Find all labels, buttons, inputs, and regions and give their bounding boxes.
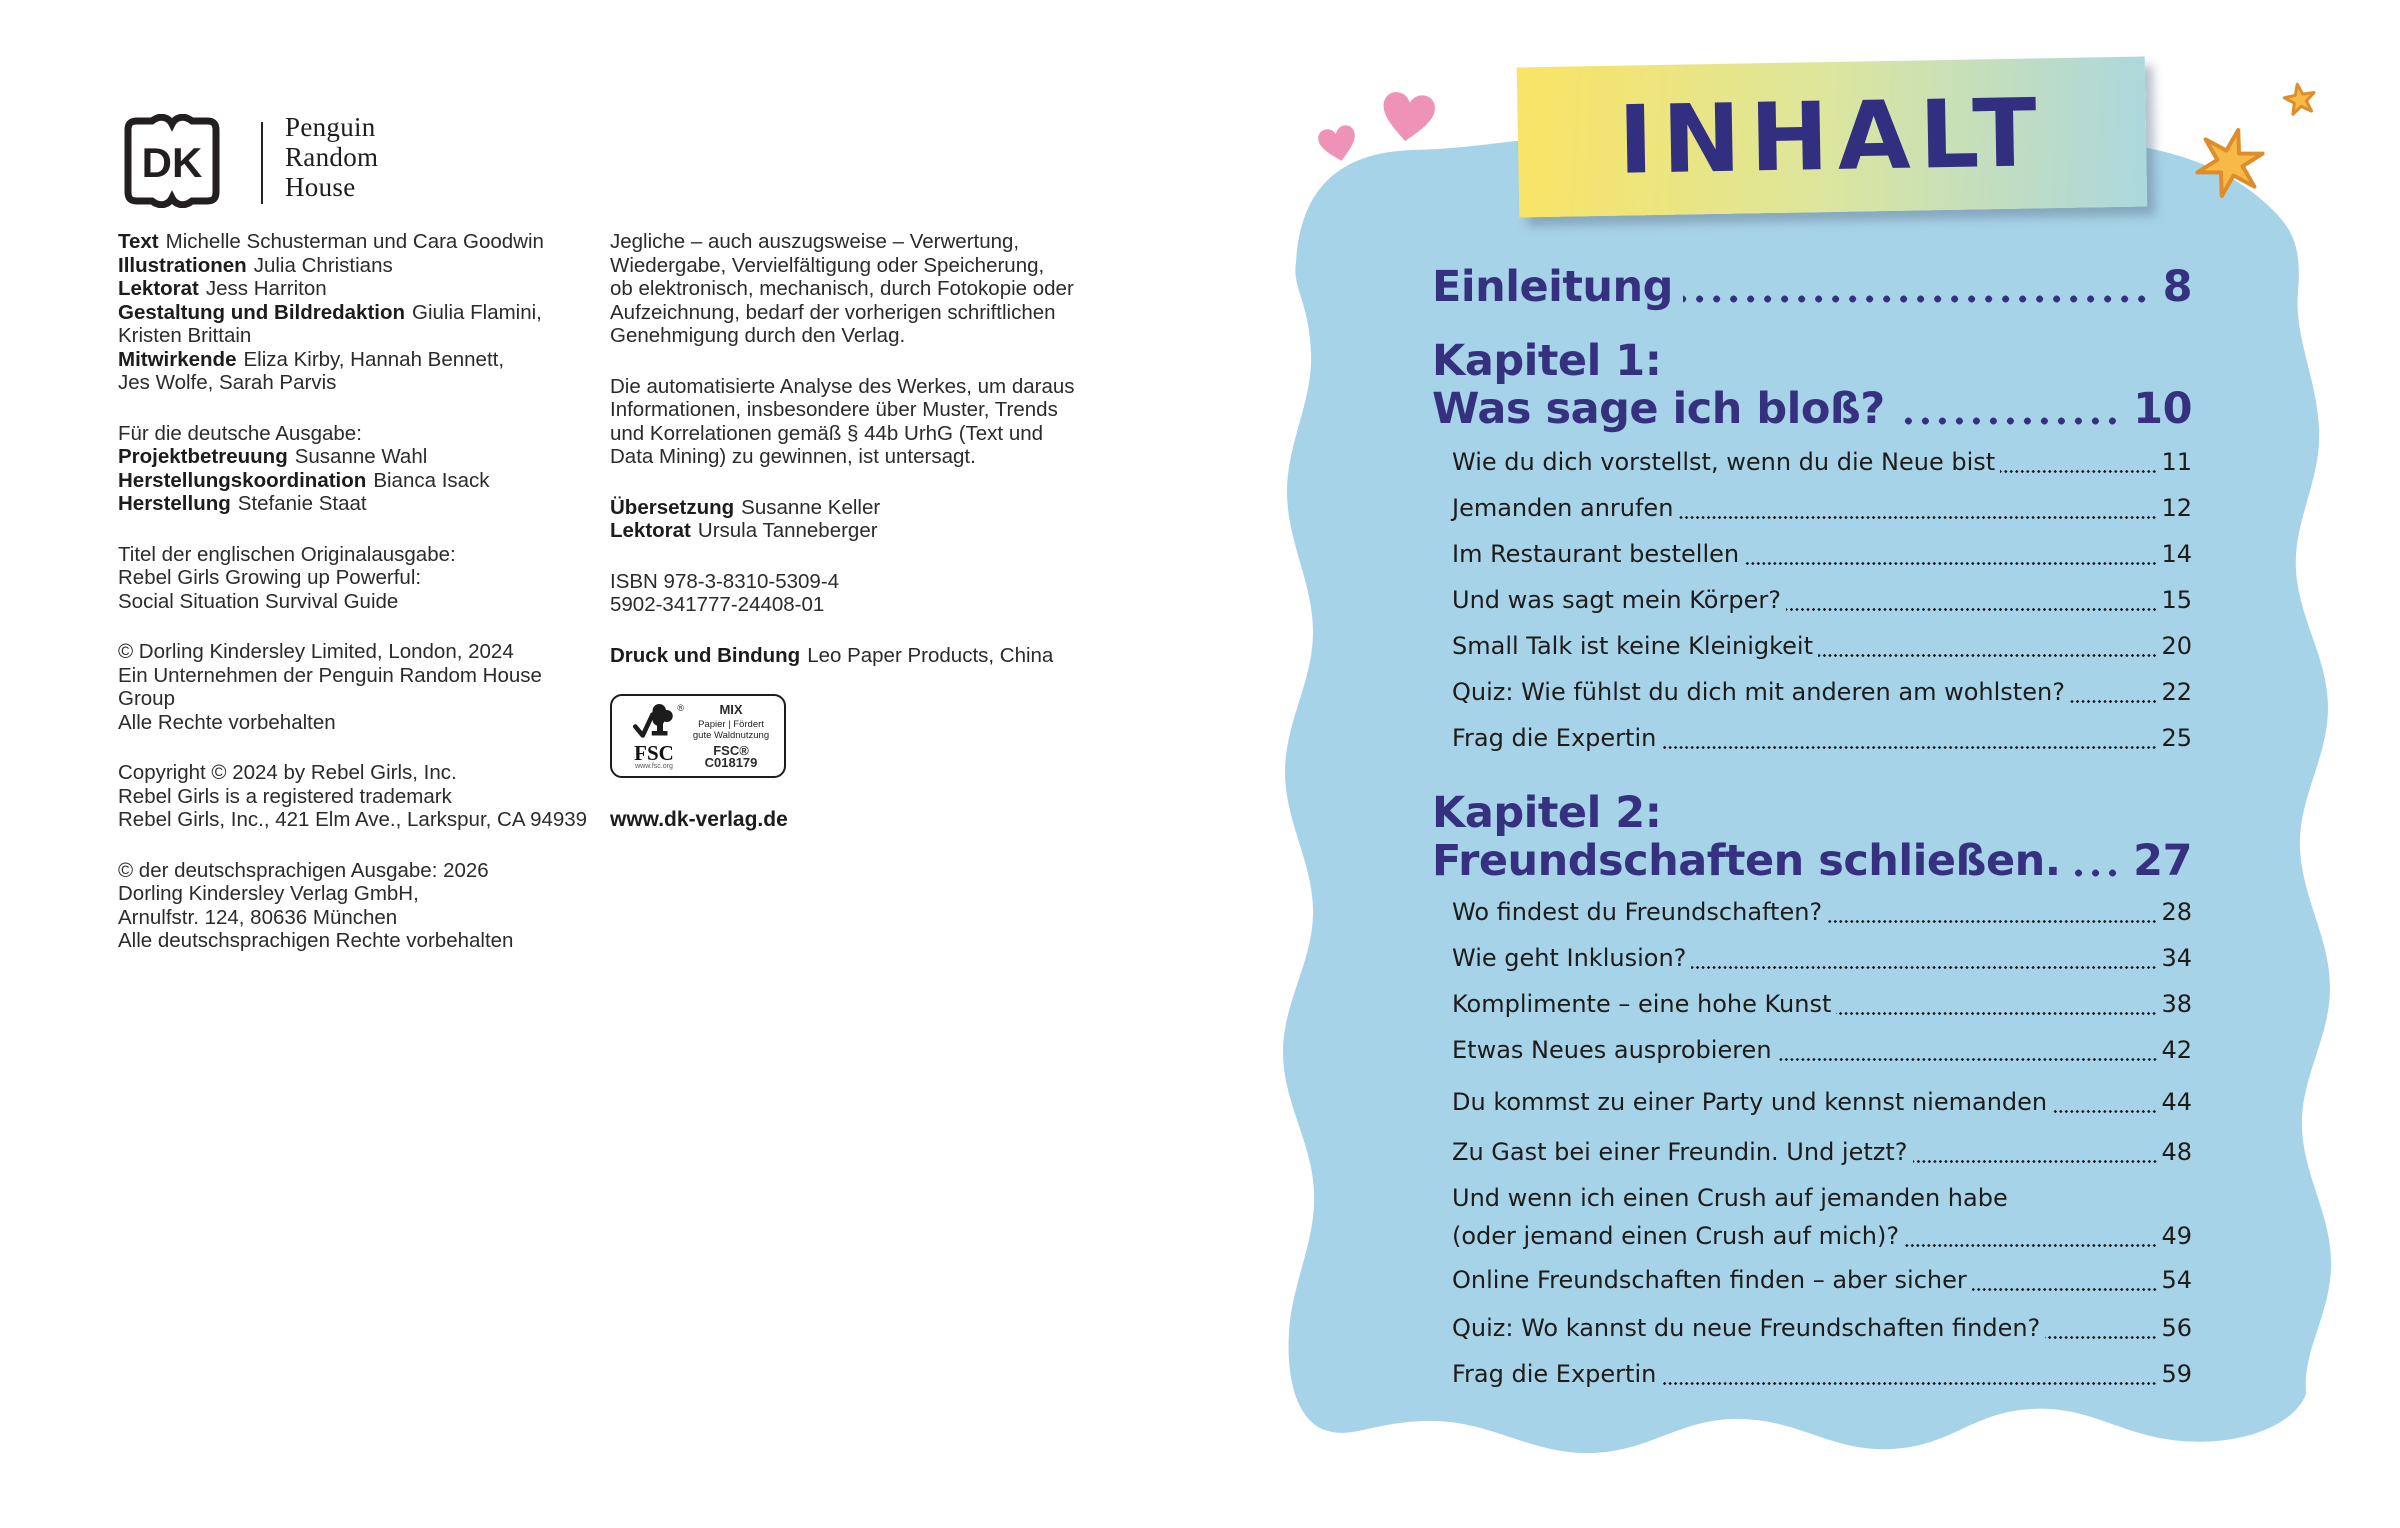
- leader-dots: [1678, 516, 2158, 519]
- contents-title: INHALT: [1617, 78, 2047, 196]
- imprint-text: und Korrelationen gemäß § 44b UrhG (Text und: [610, 421, 1044, 445]
- page-number: 49: [2161, 1222, 2192, 1250]
- imprint-label: Herstellungskoordination: [118, 468, 367, 492]
- imprint-label: Lektorat: [610, 519, 691, 542]
- toc-chapter2-line1: Kapitel 2:: [1432, 788, 1662, 838]
- imprint-line: [118, 324, 610, 348]
- fsc-description: Papier | Fördert: [698, 718, 764, 730]
- imprint-column-left: [118, 230, 610, 980]
- imprint-line: [118, 445, 610, 469]
- leader-dots: [1972, 1288, 2159, 1291]
- usage-rights-paragraph: [610, 230, 1102, 348]
- imprint-line: [118, 882, 610, 906]
- imprint-line: [610, 230, 1102, 254]
- imprint-text: Rebel Girls is a registered trademark: [118, 784, 452, 808]
- fsc-code: FSC® C018179: [704, 742, 758, 770]
- imprint-line: [118, 664, 610, 688]
- imprint-text: Ursula Tanneberger: [697, 519, 878, 542]
- imprint-text: Titel der englischen Originalausgabe:: [118, 542, 456, 566]
- imprint-text: Für die deutsche Ausgabe:: [118, 421, 362, 445]
- imprint-text: Dorling Kindersley Verlag GmbH,: [118, 882, 419, 905]
- imprint-text: Arnulfstr. 124, 80636 München: [118, 905, 398, 929]
- page-number: 59: [2161, 1360, 2192, 1388]
- page-number: 28: [2161, 898, 2192, 926]
- imprint-line: [118, 761, 610, 785]
- toc-entry: [1452, 942, 2192, 975]
- toc-entry-label: Du kommst zu einer Party und kennst niemanden: [1452, 1088, 2048, 1116]
- imprint-text: Giulia Flamini,: [412, 300, 542, 324]
- inhalt-banner: [1517, 57, 2148, 218]
- toc-entry: [1452, 446, 2192, 479]
- imprint-text: Die automatisierte Analyse des Werkes, um daraus: [610, 374, 1075, 398]
- imprint-label: Mitwirkende: [118, 347, 237, 371]
- imprint-line: [610, 375, 1102, 399]
- leader-dots: [1777, 1058, 2159, 1061]
- imprint-line: [118, 640, 610, 664]
- toc-entry: [1452, 538, 2192, 571]
- imprint-text: Susanne Wahl: [294, 445, 428, 468]
- imprint-text: Jes Wolfe, Sarah Parvis: [118, 371, 337, 394]
- toc-entry-label: Wo findest du Freundschaften?: [1452, 898, 1823, 926]
- toc-entry: [1452, 584, 2192, 617]
- imprint-line: [610, 254, 1102, 278]
- star-icon: [2282, 82, 2317, 116]
- imprint-label: Druck und Bindung: [610, 643, 801, 667]
- toc-entry: [1452, 1136, 2192, 1169]
- registered-mark: ®: [677, 703, 684, 713]
- toc-entry-label: Online Freundschaften finden – aber sicher: [1452, 1266, 1967, 1294]
- toc-entry: [1452, 630, 2192, 663]
- imprint-line: [118, 230, 610, 254]
- imprint-line: [610, 445, 1102, 469]
- imprint-line: [118, 348, 610, 372]
- imprint-line: [118, 687, 610, 711]
- imprint-label: Herstellung: [118, 492, 231, 515]
- printing-paragraph: [610, 644, 1102, 668]
- dk-monogram: DK: [141, 139, 203, 186]
- page-number: 34: [2161, 944, 2192, 972]
- dk-logo: [122, 114, 222, 208]
- imprint-line: [610, 496, 1102, 520]
- imprint-text: Eliza Kirby, Hannah Bennett,: [243, 347, 505, 371]
- imprint-text: Data Mining) zu gewinnen, ist untersagt.: [610, 445, 976, 468]
- imprint-line: [610, 301, 1102, 325]
- leader-dots: [1836, 1012, 2158, 1015]
- imprint-line: [610, 277, 1102, 301]
- toc-entry: [1452, 1086, 2192, 1119]
- prh-line: Penguin: [285, 112, 376, 142]
- imprint-line: [118, 422, 610, 446]
- imprint-text: Michelle Schusterman und Cara Goodwin: [165, 230, 544, 253]
- imprint-text: Julia Christians: [253, 253, 393, 277]
- imprint-line: [118, 254, 610, 278]
- imprint-line: [118, 929, 610, 953]
- imprint-text: Jegliche – auch auszugsweise – Verwertung,: [610, 230, 1020, 253]
- page-number: 10: [2133, 384, 2192, 434]
- imprint-text: Social Situation Survival Guide: [118, 589, 399, 613]
- prh-line: Random: [285, 142, 379, 172]
- page-number: 48: [2161, 1138, 2192, 1166]
- page-number: 22: [2161, 678, 2192, 706]
- leader-dots: [1818, 654, 2158, 657]
- page-number: 38: [2161, 990, 2192, 1018]
- imprint-label: Illustrationen: [118, 253, 247, 277]
- toc-entry-label: Quiz: Wie fühlst du dich mit anderen am wohlsten?: [1452, 678, 2065, 706]
- page-number: 56: [2161, 1314, 2192, 1342]
- imprint-text: © Dorling Kindersley Limited, London, 2024: [118, 640, 514, 663]
- toc-entry: [1452, 1264, 2192, 1297]
- imprint-text: Alle deutschsprachigen Rechte vorbehalten: [118, 929, 514, 952]
- heart-icon: [1379, 91, 1436, 145]
- toc-entry-label: Im Restaurant bestellen: [1452, 540, 1740, 568]
- toc-entry-label: Etwas Neues ausprobieren: [1452, 1036, 1772, 1064]
- leader-dots: [2071, 869, 2126, 877]
- toc-entry: [1452, 676, 2192, 709]
- page-number: 11: [2161, 448, 2192, 476]
- imprint-line: [118, 906, 610, 930]
- toc-entry-label: Small Talk ist keine Kleinigkeit: [1452, 632, 1814, 660]
- imprint-text: Kristen Brittain: [118, 324, 252, 347]
- imprint-text: Rebel Girls, Inc., 421 Elm Ave., Larkspur, CA 94939: [118, 808, 588, 831]
- leader-dots: [1913, 1160, 2159, 1163]
- imprint-text: Group: [118, 687, 175, 710]
- leader-dots: [2045, 1336, 2158, 1339]
- toc-heading-label: Freundschaften schließen.: [1432, 836, 2061, 886]
- prh-wordmark: [285, 112, 378, 202]
- imprint-text: © der deutschsprachigen Ausgabe: 2026: [118, 858, 489, 882]
- toc-entry-label: Und was sagt mein Körper?: [1452, 586, 1781, 614]
- leader-dots: [1827, 920, 2158, 923]
- toc-entry-label: Wie du dich vorstellst, wenn du die Neue bist: [1452, 448, 1996, 476]
- fsc-left-panel: [622, 701, 686, 771]
- original-title-paragraph: [118, 543, 610, 614]
- toc-heading-label: Einleitung: [1432, 262, 1673, 312]
- imprint-line: [118, 469, 610, 493]
- page-number: 8: [2162, 262, 2192, 312]
- isbn-line: [610, 593, 1102, 617]
- data-mining-paragraph: [610, 375, 1102, 469]
- imprint-label: Lektorat: [118, 277, 199, 300]
- fsc-acronym: FSC: [634, 741, 674, 765]
- imprint-line: [118, 492, 610, 516]
- toc-heading-einleitung: [1432, 262, 2192, 312]
- imprint-text: Jess Harriton: [205, 277, 327, 300]
- imprint-text: Stefanie Staat: [237, 492, 367, 515]
- page-number: 25: [2161, 724, 2192, 752]
- contents-page: [1200, 0, 2400, 1528]
- leader-dots: [1895, 417, 2125, 425]
- page-number: 54: [2161, 1266, 2192, 1294]
- imprint-line: [610, 324, 1102, 348]
- toc-heading-label: Was sage ich bloß?: [1432, 384, 1885, 434]
- imprint-line: [118, 859, 610, 883]
- imprint-text: Susanne Keller: [741, 495, 881, 519]
- toc-entry-label: (oder jemand einen Crush auf mich)?: [1452, 1222, 1900, 1250]
- credits-paragraph: [118, 230, 610, 395]
- page-number: 27: [2133, 836, 2192, 886]
- translation-paragraph: [610, 496, 1102, 543]
- toc-entry: [1452, 1312, 2192, 1345]
- imprint-text: Genehmigung durch den Verlag.: [610, 324, 906, 347]
- leader-dots: [1904, 1244, 2158, 1247]
- imprint-text: Ein Unternehmen der Penguin Random House: [118, 663, 542, 687]
- imprint-line: [118, 543, 610, 567]
- fsc-right-panel: [686, 701, 776, 770]
- german-rights-paragraph: [118, 859, 610, 953]
- fsc-tree-check-icon: [631, 701, 677, 743]
- imprint-label: Projektbetreuung: [118, 445, 288, 468]
- german-edition-paragraph: [118, 422, 610, 516]
- toc-entry-label: Frag die Expertin: [1452, 724, 1657, 752]
- page-number: 14: [2161, 540, 2192, 568]
- imprint-label: Übersetzung: [610, 495, 735, 519]
- imprint-label: Text: [118, 230, 159, 253]
- toc-chapter1-line2: [1432, 384, 2192, 434]
- leader-dots: [2000, 470, 2158, 473]
- leader-dots: [1744, 562, 2158, 565]
- imprint-column-right: [610, 230, 1102, 832]
- imprint-line: [118, 301, 610, 325]
- toc-entry-label: Wie geht Inklusion?: [1452, 944, 1687, 972]
- imprint-line: [610, 422, 1102, 446]
- toc-entry-wrapped-line2: [1452, 1220, 2192, 1253]
- toc-entry: [1452, 988, 2192, 1021]
- fsc-url: www.fsc.org: [635, 763, 673, 770]
- toc-entry-label: Komplimente – eine hohe Kunst: [1452, 990, 1832, 1018]
- imprint-line: [610, 398, 1102, 422]
- imprint-line: [118, 590, 610, 614]
- prh-line: House: [285, 172, 356, 202]
- imprint-line: [118, 808, 610, 832]
- leader-dots: [1661, 746, 2158, 749]
- imprint-text: Bianca Isack: [373, 468, 490, 492]
- toc-entry-label: Jemanden anrufen: [1452, 494, 1674, 522]
- imprint-line: [118, 785, 610, 809]
- imprint-text: ob elektronisch, mechanisch, durch Fotokopie oder: [610, 277, 1074, 300]
- fsc-mix-label: MIX: [719, 701, 743, 717]
- leader-dots: [1786, 608, 2159, 611]
- logo-divider: [261, 122, 263, 204]
- toc-entry: [1452, 492, 2192, 525]
- imprint-text: Copyright © 2024 by Rebel Girls, Inc.: [118, 761, 457, 784]
- imprint-label: Gestaltung und Bildredaktion: [118, 300, 406, 324]
- imprint-line: [118, 277, 610, 301]
- toc-entry-wrapped-line1: Und wenn ich einen Crush auf jemanden habe: [1452, 1184, 2008, 1212]
- imprint-text: Aufzeichnung, bedarf der vorherigen schriftlichen: [610, 300, 1056, 324]
- imprint-text: ISBN 978-3-8310-5309-4: [610, 569, 840, 593]
- isbn-paragraph: [610, 570, 1102, 617]
- page-number: 20: [2161, 632, 2192, 660]
- imprint-text: Rebel Girls Growing up Powerful:: [118, 566, 422, 589]
- page-number: 15: [2161, 586, 2192, 614]
- leader-dots: [1661, 1382, 2158, 1385]
- toc-entry: [1452, 896, 2192, 929]
- imprint-text: Leo Paper Products, China: [807, 643, 1054, 667]
- page-number: 12: [2161, 494, 2192, 522]
- page-number: 42: [2161, 1036, 2192, 1064]
- toc-chapter2-line2: [1432, 836, 2192, 886]
- blue-blob-background: [1200, 0, 2400, 1528]
- toc-chapter1-line1: Kapitel 1:: [1432, 336, 1662, 386]
- imprint-text: Informationen, insbesondere über Muster, Trends: [610, 398, 1058, 421]
- imprint-line: [118, 371, 610, 395]
- imprint-text: Wiedergabe, Vervielfältigung oder Speicherung,: [610, 253, 1045, 277]
- imprint-line: [610, 519, 1102, 543]
- toc-entry-label: Zu Gast bei einer Freundin. Und jetzt?: [1452, 1138, 1908, 1166]
- leader-dots: [1691, 966, 2158, 969]
- fsc-certification-label: [610, 694, 786, 778]
- imprint-line: [118, 711, 610, 735]
- toc-entry: [1452, 722, 2192, 755]
- publisher-website: www.dk-verlag.de: [610, 808, 788, 831]
- imprint-line: [118, 566, 610, 590]
- imprint-line: [610, 644, 1102, 668]
- copyright-paragraph: [118, 640, 610, 734]
- toc-entry-label: Frag die Expertin: [1452, 1360, 1657, 1388]
- toc-entry: [1452, 1358, 2192, 1391]
- fsc-description: gute Waldnutzung: [692, 729, 770, 741]
- leader-dots: [2052, 1110, 2158, 1113]
- leader-dots: [1683, 295, 2155, 303]
- toc-entry: [1452, 1034, 2192, 1067]
- imprint-text: 5902-341777-24408-01: [610, 593, 825, 616]
- page-number: 44: [2161, 1088, 2192, 1116]
- imprint-text: Alle Rechte vorbehalten: [118, 710, 336, 734]
- isbn-line: [610, 570, 1102, 594]
- leader-dots: [2070, 700, 2159, 703]
- toc-entry-label: Quiz: Wo kannst du neue Freundschaften finden?: [1452, 1314, 2041, 1342]
- heart-icon: [1317, 124, 1360, 165]
- rebel-girls-paragraph: [118, 761, 610, 832]
